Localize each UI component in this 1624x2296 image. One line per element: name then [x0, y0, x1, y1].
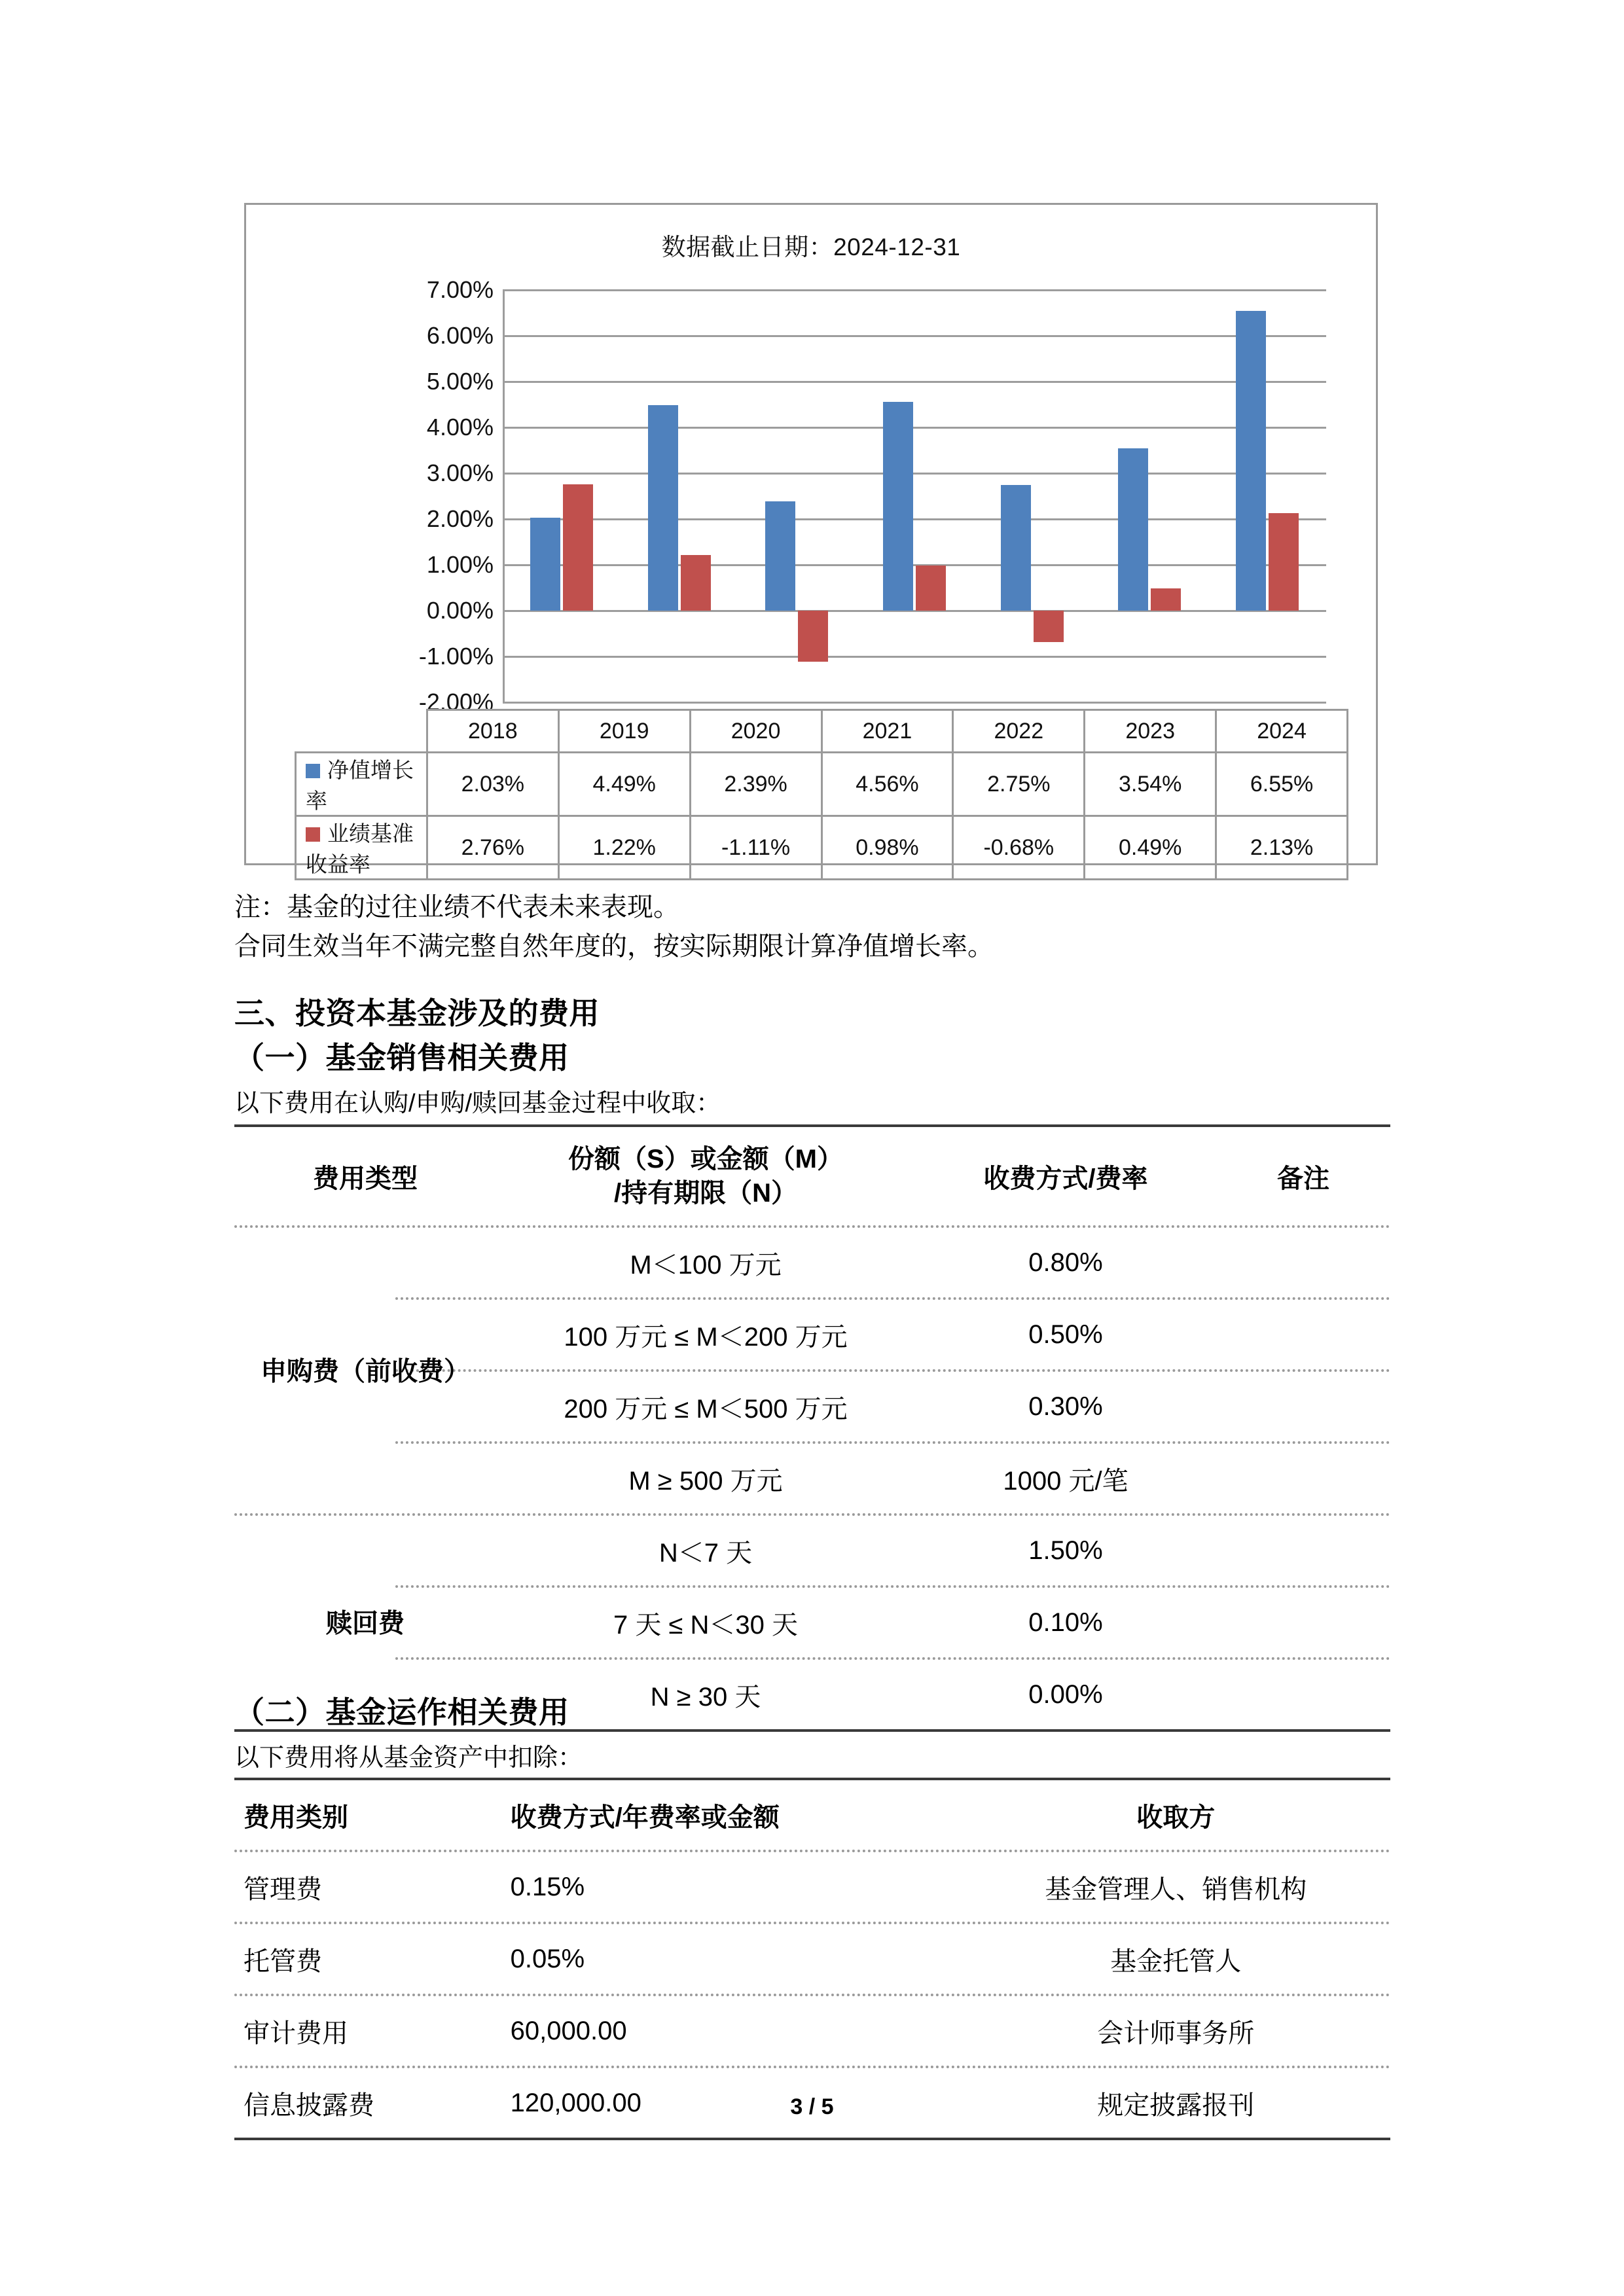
chart-bar: [798, 611, 828, 662]
fee-condition: 200 万元 ≤ M＜500 万元: [564, 1394, 848, 1424]
legend-swatch-icon: [306, 764, 320, 778]
fee-group-label: 申购费（前收费）: [261, 1357, 470, 1386]
y-axis-line: [503, 290, 505, 702]
chart-title: 数据截止日期：2024-12-31: [661, 234, 961, 260]
header-condition-line-2: /持有期限（N）: [614, 1179, 797, 1208]
table-row: [296, 753, 1348, 816]
table-row: [234, 1924, 1390, 1994]
header-condition: [496, 1142, 915, 1210]
legend-swatch-icon: [306, 827, 320, 842]
gridline: [503, 473, 1326, 475]
operation-fee-table-header: [234, 1780, 1390, 1850]
fee-payee: 规定披露报刊: [1097, 2090, 1255, 2120]
data-table-year-header: 2024: [1216, 710, 1348, 753]
fee-amount: 60,000.00: [510, 2016, 627, 2045]
chart-bar: [1151, 588, 1181, 611]
note-line-2: 合同生效当年不满完整自然年度的，按实际期限计算净值增长率。: [234, 932, 994, 961]
performance-chart: [244, 203, 1378, 876]
data-table-cell: 2.39%: [690, 753, 821, 816]
chart-bar: [883, 402, 913, 611]
data-table-cell: 2.75%: [953, 753, 1085, 816]
chart-plot-area: [418, 276, 1326, 715]
fee-category: 信息披露费: [244, 2090, 374, 2120]
data-table-year-header: 2020: [690, 710, 821, 753]
fee-condition: N＜7 天: [659, 1538, 753, 1568]
data-table-cell: -1.11%: [690, 816, 821, 880]
gridline: [503, 381, 1326, 383]
data-table-series-label: 净值增长率: [296, 753, 427, 816]
gridline: [503, 427, 1326, 429]
fee-group: [234, 1225, 1390, 1513]
subsection-1-lead: 以下费用在认购/申购/赎回基金过程中收取：: [234, 1090, 721, 1117]
fee-condition: 100 万元 ≤ M＜200 万元: [564, 1322, 848, 1352]
header-rate: 收费方式/费率: [983, 1164, 1148, 1193]
data-table-cell: 2.03%: [427, 753, 558, 816]
fee-condition: M＜100 万元: [630, 1250, 782, 1280]
table-row: [234, 1228, 1390, 1297]
y-axis-tick-label: 2.00%: [426, 505, 494, 532]
gridline: [503, 289, 1326, 291]
fee-condition: 7 天 ≤ N＜30 天: [613, 1610, 799, 1640]
chart-data-table: [295, 709, 1348, 880]
table-row: [296, 710, 1348, 753]
section-heading-3: 三、投资本基金涉及的费用: [234, 996, 600, 1030]
data-table-year-header: 2018: [427, 710, 558, 753]
fee-rate: 0.50%: [1028, 1319, 1103, 1349]
y-axis-tick-label: 3.00%: [426, 459, 494, 486]
table-row: [296, 816, 1348, 880]
header-note: 备注: [1277, 1164, 1329, 1193]
operation-fee-table: [234, 1778, 1390, 2140]
header-fee-category: 费用类别: [244, 1803, 348, 1832]
fee-amount: 0.15%: [510, 1872, 585, 1901]
fee-rate: 0.00%: [1028, 1679, 1103, 1709]
fee-rate: 1000 元/笔: [1003, 1466, 1128, 1496]
fee-payee: 基金托管人: [1110, 1946, 1242, 1976]
data-table-year-header: 2023: [1085, 710, 1216, 753]
fee-group-label: 赎回费: [326, 1609, 405, 1638]
data-table-cell: 0.49%: [1085, 816, 1216, 880]
data-table-cell: 3.54%: [1085, 753, 1216, 816]
chart-bar: [1001, 485, 1031, 611]
fee-payee: 会计师事务所: [1097, 2018, 1255, 2048]
note-line-1: 注：基金的过往业绩不代表未来表现。: [234, 893, 679, 922]
data-table-cell: 2.76%: [427, 816, 558, 880]
fee-amount: 120,000.00: [510, 2088, 641, 2117]
header-fee-amount: 收费方式/年费率或金额: [510, 1803, 780, 1832]
chart-bar: [648, 405, 678, 611]
data-table-year-header: 2022: [953, 710, 1085, 753]
chart-bar: [916, 565, 946, 611]
sales-fee-table-body: [234, 1225, 1390, 1729]
fee-rate: 1.50%: [1028, 1535, 1103, 1565]
fee-condition: M ≥ 500 万元: [628, 1466, 783, 1496]
subsection-heading-2: （二）基金运作相关费用: [234, 1695, 569, 1729]
fee-category: 审计费用: [244, 2018, 348, 2048]
table-row: [234, 1516, 1390, 1585]
page-number: 3 / 5: [790, 2094, 834, 2119]
chart-bar: [563, 484, 593, 611]
y-axis-tick-label: -2.00%: [418, 689, 494, 715]
gridline: [503, 518, 1326, 520]
gridline: [503, 564, 1326, 566]
chart-bar: [681, 555, 711, 611]
chart-bar: [1236, 311, 1266, 611]
chart-bar: [765, 501, 795, 611]
data-table-year-header: 2019: [558, 710, 690, 753]
gridline: [503, 702, 1326, 704]
data-table-cell: 4.49%: [558, 753, 690, 816]
y-axis-tick-label: 1.00%: [426, 551, 494, 578]
fee-rate: 0.30%: [1028, 1391, 1103, 1421]
sales-fee-table-header: [234, 1127, 1390, 1225]
header-fee-type: 费用类型: [313, 1164, 418, 1193]
fee-rate: 0.80%: [1028, 1247, 1103, 1277]
chart-bar: [530, 518, 560, 611]
fee-condition: N ≥ 30 天: [650, 1682, 761, 1712]
subsection-2-lead: 以下费用将从基金资产中扣除：: [234, 1744, 583, 1772]
y-axis-tick-label: 0.00%: [426, 597, 494, 624]
op-table-bottom-rule: [234, 2138, 1390, 2140]
gridline: [503, 656, 1326, 658]
data-table-corner-cell: [296, 710, 427, 753]
data-table-cell: 4.56%: [821, 753, 953, 816]
y-axis-tick-label: 5.00%: [426, 368, 494, 395]
fee-category: 管理费: [244, 1874, 322, 1904]
subsection-heading-1: （一）基金销售相关费用: [234, 1041, 569, 1075]
chart-bar: [1118, 448, 1148, 611]
gridline: [503, 335, 1326, 337]
y-axis-tick-label: 7.00%: [426, 276, 494, 303]
table-row: [234, 1444, 1390, 1513]
fee-payee: 基金管理人、销售机构: [1045, 1874, 1307, 1904]
table-row: [234, 1852, 1390, 1922]
y-axis-tick-label: -1.00%: [418, 643, 494, 670]
chart-bar: [1269, 513, 1299, 611]
y-axis-tick-label: 6.00%: [426, 322, 494, 349]
gridline: [503, 610, 1326, 612]
table-row: [234, 1996, 1390, 2066]
data-table-cell: 1.22%: [558, 816, 690, 880]
chart-bar: [1034, 611, 1064, 642]
data-table-cell: 2.13%: [1216, 816, 1348, 880]
fee-category: 托管费: [244, 1946, 322, 1976]
data-table-cell: -0.68%: [953, 816, 1085, 880]
data-table-series-label: 业绩基准收益率: [296, 816, 427, 880]
fee-rate: 0.10%: [1028, 1607, 1103, 1637]
header-payee: 收取方: [1136, 1803, 1216, 1832]
fee-amount: 0.05%: [510, 1944, 585, 1973]
data-table-cell: 6.55%: [1216, 753, 1348, 816]
data-table-cell: 0.98%: [821, 816, 953, 880]
y-axis-tick-label: 4.00%: [426, 414, 494, 440]
sales-fee-table: [234, 1124, 1390, 1732]
data-table-year-header: 2021: [821, 710, 953, 753]
header-condition-line-1: 份额（S）或金额（M）: [568, 1145, 843, 1174]
